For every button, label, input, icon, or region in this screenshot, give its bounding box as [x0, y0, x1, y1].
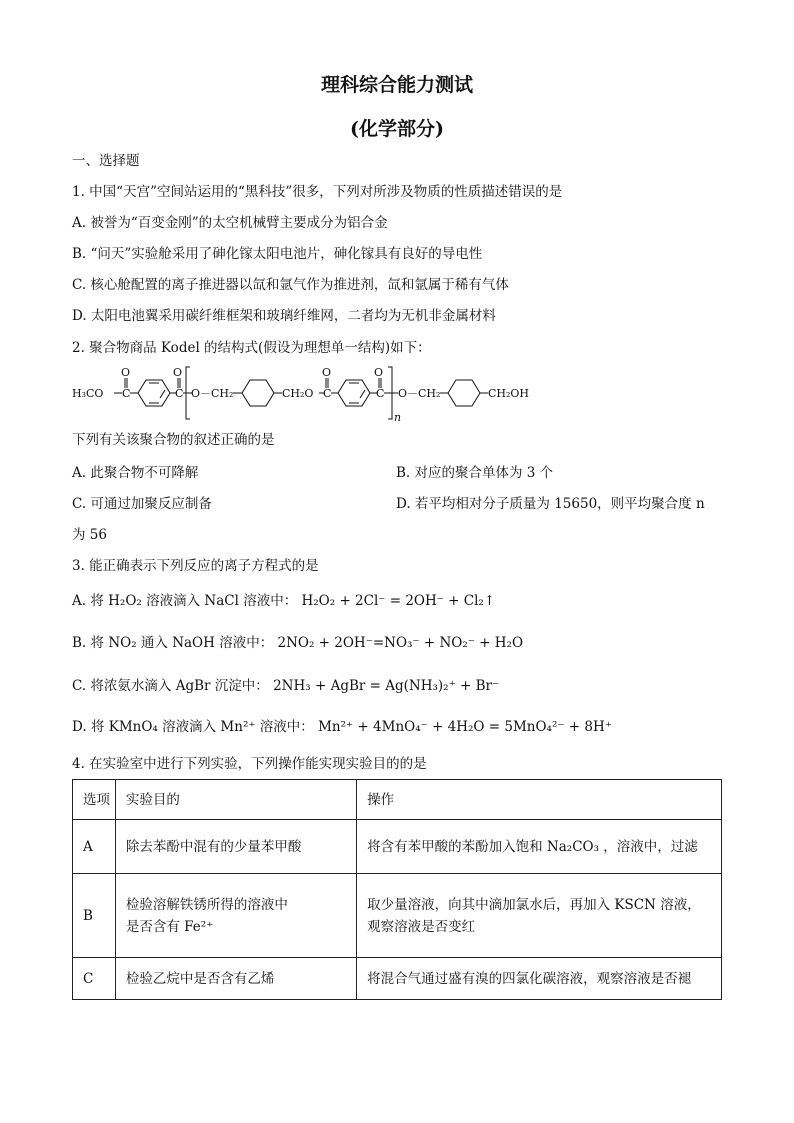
- svg-text:C: C: [175, 387, 184, 400]
- row-b-goal: 检验溶解铁锈所得的溶液中是否含有 Fe²⁺: [115, 874, 356, 958]
- header-operation: 操作: [357, 780, 722, 820]
- q3-b-equation: 2NO₂ + 2OH⁻=NO₃⁻ + NO₂⁻ + H₂O: [277, 635, 524, 651]
- table-row: [73, 820, 722, 874]
- row-c-goal: 检验乙烷中是否含有乙烯: [115, 958, 356, 1000]
- q2-option-b: B. 对应的聚合单体为 3 个: [396, 465, 554, 481]
- row-b-option: B: [73, 874, 116, 958]
- q3-d-reagent: KMnO₄: [108, 719, 158, 735]
- q2-followup: 下列有关该聚合物的叙述正确的是: [72, 432, 275, 448]
- experiment-table: [72, 779, 722, 1000]
- q1-option-d: D. 太阳电池翼采用碳纤维框架和玻璃纤维网，二者均为无机非金属材料: [72, 308, 496, 324]
- row-a-goal: 除去苯酚中混有的少量苯甲酸: [115, 820, 356, 874]
- row-b-operation: 取少量溶液，向其中滴加氯水后，再加入 KSCN 溶液，观察溶液是否变红: [357, 874, 722, 958]
- q2-option-c: C. 可通过加聚反应制备: [72, 496, 212, 512]
- q4-stem: 4. 在实验室中进行下列实验，下列操作能实现实验目的的是: [72, 756, 427, 772]
- q3-option-b: B. 将 NO₂ 通入 NaOH 溶液中： 2NO₂ + 2OH⁻=NO₃⁻ + NO₂⁻ + H₂O: [72, 635, 524, 651]
- struct-ester-ch2-2: CH₂O: [282, 387, 314, 400]
- q3-option-c: C. 将浓氨水滴入 AgBr 沉淀中： 2NH₃ + AgBr = Ag(NH₃)₂⁺ + Br⁻: [72, 678, 500, 694]
- q1-option-a: A. 被誉为“百变金刚”的太空机械臂主要成分为铝合金: [72, 215, 388, 231]
- struct-ester-ch2-1: O－CH₂: [191, 387, 234, 400]
- header-goal: 实验目的: [115, 780, 356, 820]
- kodel-structure-diagram: [70, 364, 550, 424]
- q1-option-b: B. “问天”实验舱采用了砷化镓太阳电池片，砷化镓具有良好的导电性: [72, 246, 483, 262]
- svg-text:C: C: [323, 387, 332, 400]
- q3-c-reagent: AgBr: [175, 678, 211, 694]
- struct-repeat-n: n: [394, 411, 402, 424]
- struct-carbonyl-o-1: O: [121, 366, 131, 379]
- q3-d-ion: Mn²⁺: [220, 719, 256, 735]
- q3-option-a: A. 将 H₂O₂ 溶液滴入 NaCl 溶液中： H₂O₂ + 2Cl⁻ = 2OH⁻ + Cl₂↑: [72, 593, 496, 609]
- q1-option-c: C. 核心舱配置的离子推进器以氙和氩气作为推进剂，氙和氩属于稀有气体: [72, 277, 509, 293]
- struct-carbonyl-o-3: O: [322, 366, 332, 379]
- page-subtitle: (化学部分): [350, 118, 444, 140]
- row-a-operation: 将含有苯甲酸的苯酚加入饱和 Na₂CO₃ ，溶液中，过滤: [357, 820, 722, 874]
- q2-option-a: A. 此聚合物不可降解: [72, 465, 199, 481]
- q2-stem: 2. 聚合物商品 Kodel 的结构式(假设为理想单一结构)如下：: [72, 340, 431, 356]
- q3-b-reagent: NO₂: [108, 635, 137, 651]
- page-title: 理科综合能力测试: [320, 74, 473, 96]
- struct-left-group: H₃CO: [72, 387, 104, 400]
- row-a-option: A: [73, 820, 116, 874]
- q1-stem: 1. 中国“天宫”空间站运用的“黑科技”很多，下列对所涉及物质的性质描述错误的是: [72, 184, 563, 200]
- header-option: 选项: [73, 780, 116, 820]
- struct-ester-ch2-3: O－CH₂: [398, 387, 441, 400]
- row-c-option: C: [73, 958, 116, 1000]
- section-heading: 一、选择题: [72, 153, 140, 169]
- struct-carbonyl-o-2: O: [173, 366, 183, 379]
- q3-d-equation: Mn²⁺ + 4MnO₄⁻ + 4H₂O = 5MnO₄²⁻ + 8H⁺: [318, 719, 612, 735]
- q2-option-d-continued: 为 56: [72, 527, 107, 543]
- table-row: [73, 958, 722, 1000]
- table-header-row: [73, 780, 722, 820]
- q3-a-equation: H₂O₂ + 2Cl⁻ = 2OH⁻ + Cl₂↑: [301, 593, 496, 609]
- q3-stem: 3. 能正确表示下列反应的离子方程式的是: [72, 558, 319, 574]
- q3-option-d: D. 将 KMnO₄ 溶液滴入 Mn²⁺ 溶液中： Mn²⁺ + 4MnO₄⁻ + 4H₂O = 5MnO₄²⁻ + 8H⁺: [72, 719, 612, 735]
- table-row: [73, 874, 722, 958]
- svg-text:C: C: [122, 387, 131, 400]
- q2-option-d: D. 若平均相对分子质量为 15650，则平均聚合度 n: [396, 496, 705, 512]
- q3-a-reagent: H₂O₂: [108, 593, 142, 609]
- row-c-operation: 将混合气通过盛有溴的四氯化碳溶液，观察溶液是否褪: [357, 958, 722, 1000]
- q3-c-equation: 2NH₃ + AgBr = Ag(NH₃)₂⁺ + Br⁻: [273, 678, 500, 694]
- struct-carbonyl-o-4: O: [374, 366, 384, 379]
- struct-end-group: CH₂OH: [488, 387, 530, 400]
- svg-text:C: C: [376, 387, 385, 400]
